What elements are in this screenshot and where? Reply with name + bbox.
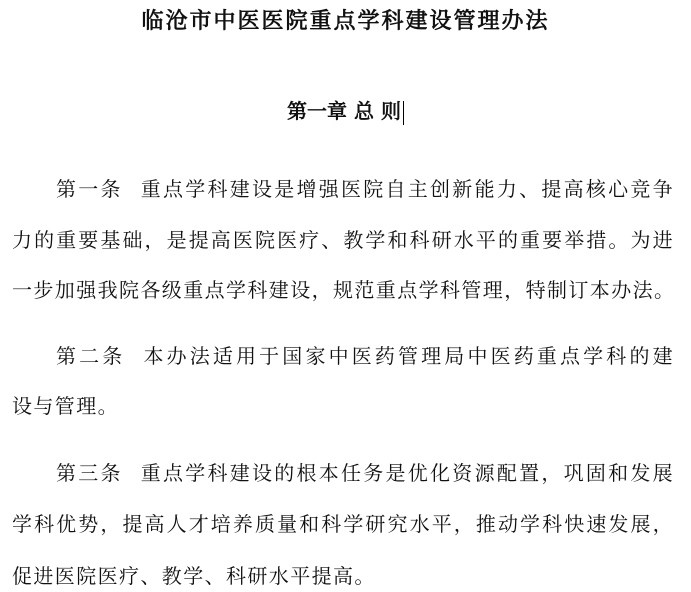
article-text: 重点学科建设是增强医院自主创新能力、提高核心竞争 bbox=[140, 177, 674, 201]
article-line bbox=[56, 176, 674, 202]
article-line: 设与管理。 bbox=[12, 394, 119, 418]
article-text: 重点学科建设的根本任务是优化资源配置，巩固和发展 bbox=[140, 461, 674, 485]
article-line: 一步加强我院各级重点学科建设，规范重点学科管理，特制订本办法。 bbox=[12, 278, 676, 302]
article-line bbox=[56, 460, 674, 486]
article-label: 第三条 bbox=[56, 461, 123, 485]
article-line: 力的重要基础，是提高医院医疗、教学和科研水平的重要举措。为进 bbox=[12, 228, 674, 252]
article-line: 促进医院医疗、教学、科研水平提高。 bbox=[12, 564, 376, 588]
chapter-heading bbox=[0, 95, 691, 125]
chapter-heading-text: 第一章 总 则 bbox=[287, 99, 401, 123]
article-label: 第二条 bbox=[56, 344, 126, 368]
document-title: 临沧市中医医院重点学科建设管理办法 bbox=[141, 8, 550, 34]
article-line: 学科优势，提高人才培养质量和科学研究水平，推动学科快速发展， bbox=[12, 512, 674, 536]
article-text: 本办法适用于国家中医药管理局中医药重点学科的建 bbox=[143, 344, 674, 368]
article-label: 第一条 bbox=[56, 177, 123, 201]
article-line bbox=[56, 343, 674, 369]
text-cursor bbox=[403, 101, 404, 125]
